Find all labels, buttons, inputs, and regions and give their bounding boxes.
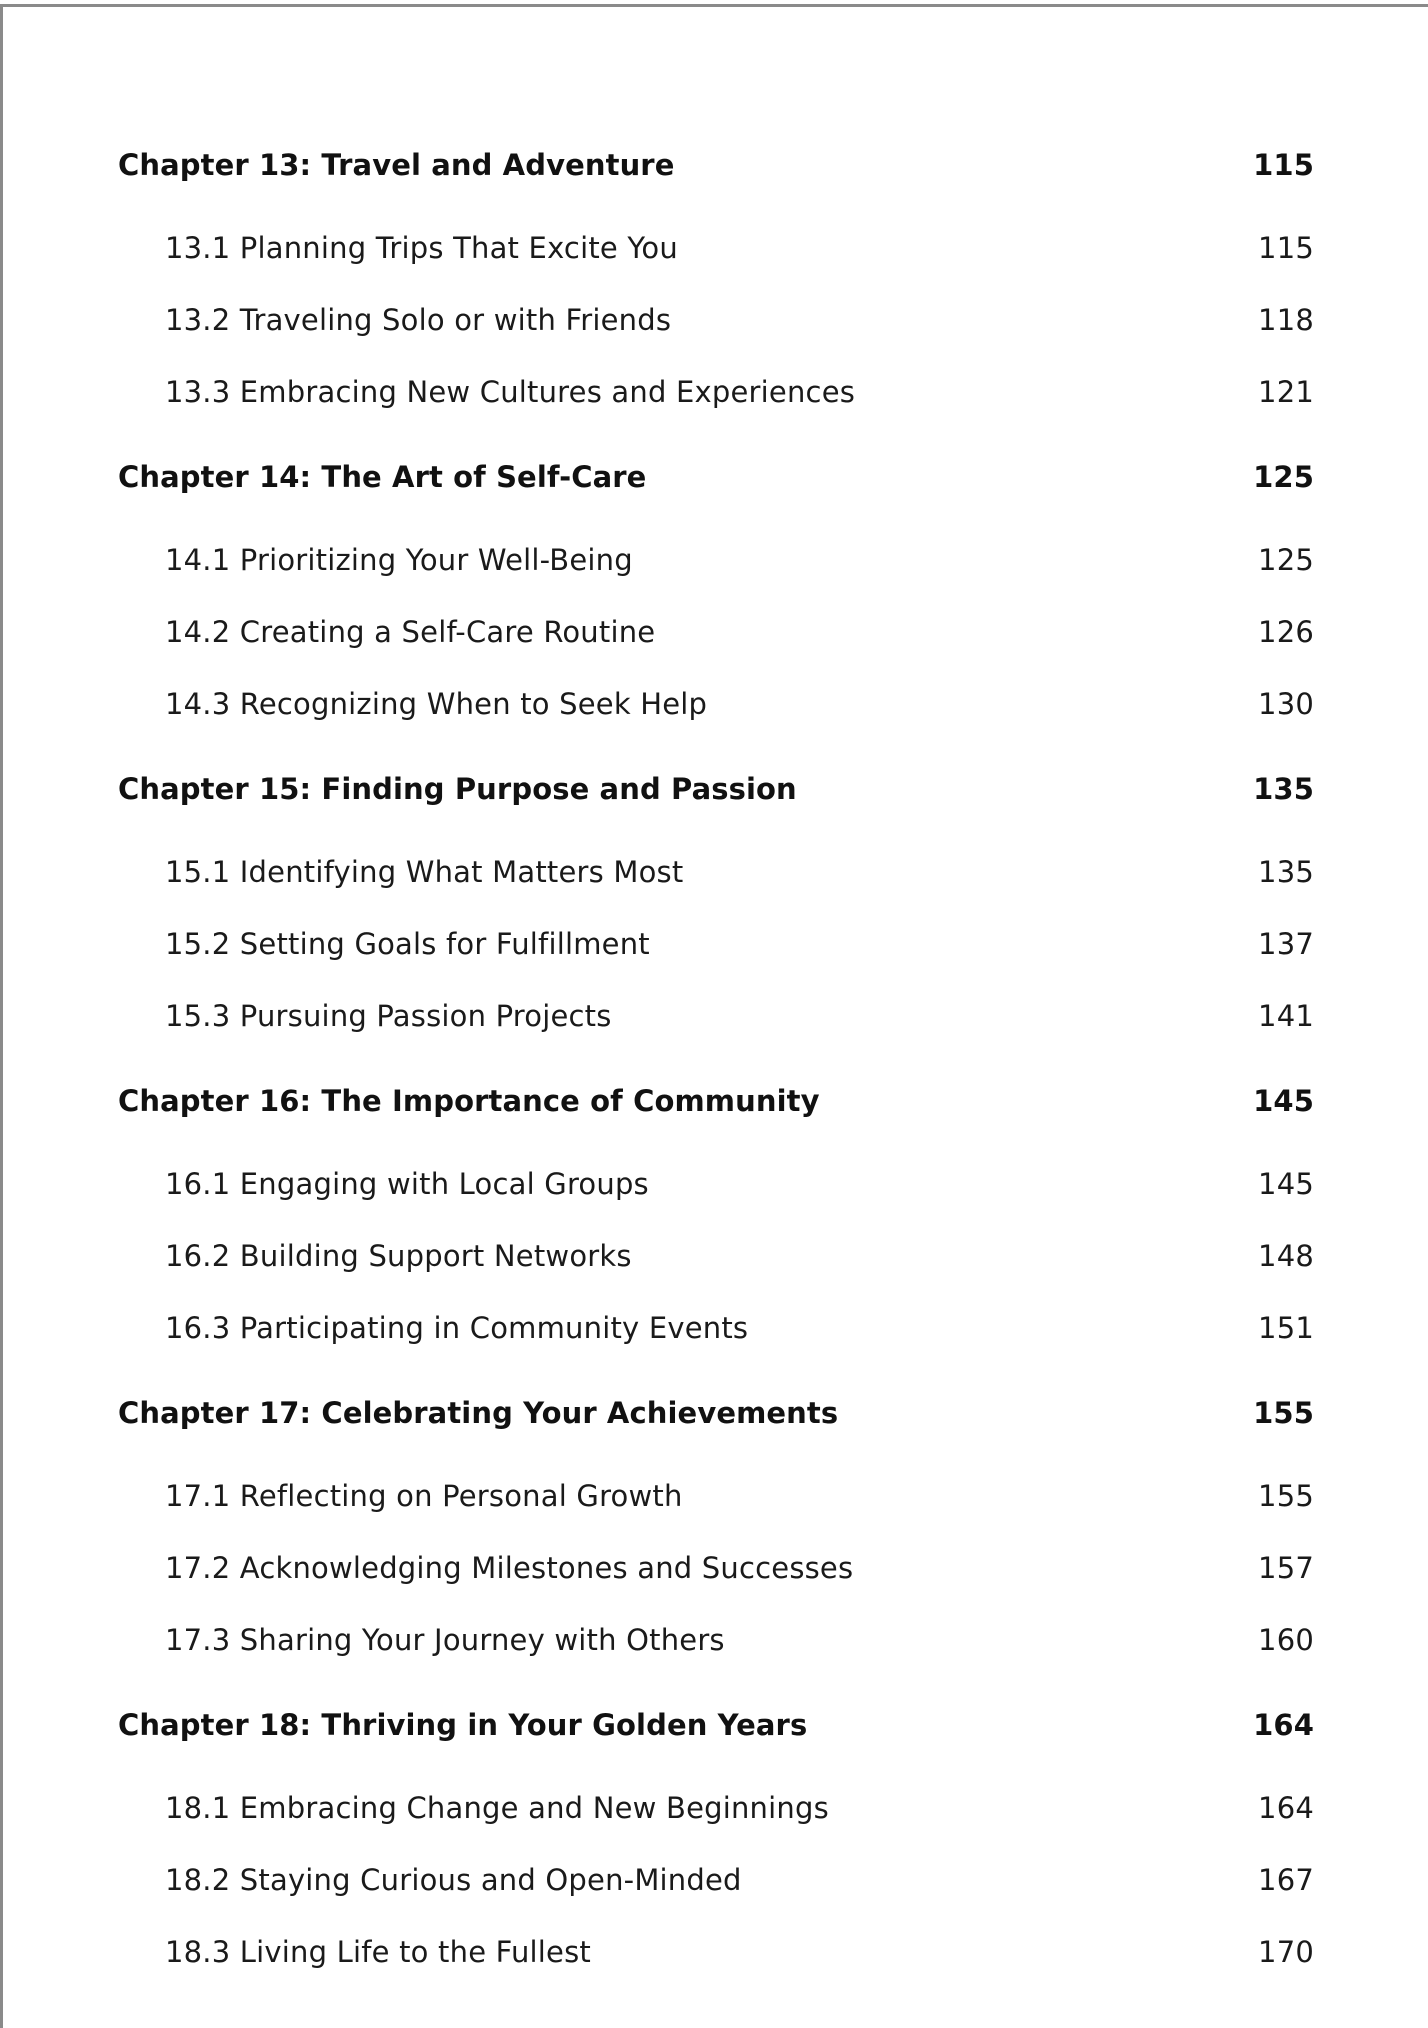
chapter-page-number: 125	[1253, 460, 1314, 494]
section-page-number: 160	[1258, 1623, 1314, 1657]
section-title: 17.1 Reflecting on Personal Growth	[165, 1479, 683, 1513]
section-row[interactable]	[118, 1772, 1314, 1844]
chapter-15	[118, 764, 1314, 1052]
chapter-heading-row[interactable]	[118, 1700, 1314, 1750]
section-page-number: 115	[1258, 231, 1314, 265]
chapter-heading-row[interactable]	[118, 452, 1314, 502]
chapter-page-number: 164	[1253, 1708, 1314, 1742]
section-page-number: 155	[1258, 1479, 1314, 1513]
section-title: 18.2 Staying Curious and Open-Minded	[165, 1863, 742, 1897]
chapter-16	[118, 1076, 1314, 1364]
section-title: 16.3 Participating in Community Events	[165, 1311, 749, 1345]
section-title: 13.1 Planning Trips That Excite You	[165, 231, 678, 265]
section-row[interactable]	[118, 1292, 1314, 1364]
section-row[interactable]	[118, 668, 1314, 740]
section-page-number: 130	[1258, 687, 1314, 721]
section-row[interactable]	[118, 1916, 1314, 1988]
section-title: 15.3 Pursuing Passion Projects	[165, 999, 612, 1033]
section-page-number: 126	[1258, 615, 1314, 649]
section-title: 14.3 Recognizing When to Seek Help	[165, 687, 708, 721]
chapter-page-number: 145	[1253, 1084, 1314, 1118]
section-page-number: 157	[1258, 1551, 1314, 1585]
page-border-top	[0, 4, 1428, 7]
section-page-number: 135	[1258, 855, 1314, 889]
chapter-heading-row[interactable]	[118, 140, 1314, 190]
section-row[interactable]	[118, 284, 1314, 356]
section-page-number: 137	[1258, 927, 1314, 961]
chapter-14	[118, 452, 1314, 740]
section-row[interactable]	[118, 1148, 1314, 1220]
chapter-title: Chapter 14: The Art of Self-Care	[118, 460, 647, 494]
chapter-18	[118, 1700, 1314, 1988]
section-row[interactable]	[118, 1220, 1314, 1292]
section-page-number: 148	[1258, 1239, 1314, 1273]
section-row[interactable]	[118, 1532, 1314, 1604]
chapter-title: Chapter 13: Travel and Adventure	[118, 148, 675, 182]
section-row[interactable]	[118, 1604, 1314, 1676]
section-row[interactable]	[118, 1844, 1314, 1916]
section-title: 14.1 Prioritizing Your Well-Being	[165, 543, 633, 577]
section-title: 14.2 Creating a Self-Care Routine	[165, 615, 656, 649]
section-page-number: 145	[1258, 1167, 1314, 1201]
section-title: 13.3 Embracing New Cultures and Experiences	[165, 375, 856, 409]
section-row[interactable]	[118, 524, 1314, 596]
chapter-heading-row[interactable]	[118, 1076, 1314, 1126]
section-title: 17.3 Sharing Your Journey with Others	[165, 1623, 725, 1657]
chapter-heading-row[interactable]	[118, 1388, 1314, 1438]
chapter-page-number: 115	[1253, 148, 1314, 182]
chapter-title: Chapter 17: Celebrating Your Achievements	[118, 1396, 839, 1430]
section-page-number: 164	[1258, 1791, 1314, 1825]
section-row[interactable]	[118, 980, 1314, 1052]
section-page-number: 125	[1258, 543, 1314, 577]
section-page-number: 121	[1258, 375, 1314, 409]
section-title: 16.1 Engaging with Local Groups	[165, 1167, 649, 1201]
section-title: 18.3 Living Life to the Fullest	[165, 1935, 591, 1969]
section-page-number: 118	[1258, 303, 1314, 337]
chapter-title: Chapter 15: Finding Purpose and Passion	[118, 772, 797, 806]
chapter-page-number: 135	[1253, 772, 1314, 806]
chapter-title: Chapter 16: The Importance of Community	[118, 1084, 820, 1118]
section-row[interactable]	[118, 1460, 1314, 1532]
section-title: 18.1 Embracing Change and New Beginnings	[165, 1791, 829, 1825]
section-title: 17.2 Acknowledging Milestones and Successes	[165, 1551, 854, 1585]
chapter-page-number: 155	[1253, 1396, 1314, 1430]
chapter-title: Chapter 18: Thriving in Your Golden Years	[118, 1708, 808, 1742]
section-row[interactable]	[118, 836, 1314, 908]
page-border-left	[0, 4, 3, 2028]
section-title: 16.2 Building Support Networks	[165, 1239, 632, 1273]
section-title: 15.1 Identifying What Matters Most	[165, 855, 684, 889]
section-page-number: 141	[1258, 999, 1314, 1033]
section-page-number: 167	[1258, 1863, 1314, 1897]
section-row[interactable]	[118, 908, 1314, 980]
section-page-number: 170	[1258, 1935, 1314, 1969]
section-row[interactable]	[118, 596, 1314, 668]
section-page-number: 151	[1258, 1311, 1314, 1345]
table-of-contents	[118, 140, 1314, 2012]
section-title: 15.2 Setting Goals for Fulfillment	[165, 927, 650, 961]
chapter-heading-row[interactable]	[118, 764, 1314, 814]
chapter-13	[118, 140, 1314, 428]
section-row[interactable]	[118, 356, 1314, 428]
section-title: 13.2 Traveling Solo or with Friends	[165, 303, 672, 337]
section-row[interactable]	[118, 212, 1314, 284]
chapter-17	[118, 1388, 1314, 1676]
